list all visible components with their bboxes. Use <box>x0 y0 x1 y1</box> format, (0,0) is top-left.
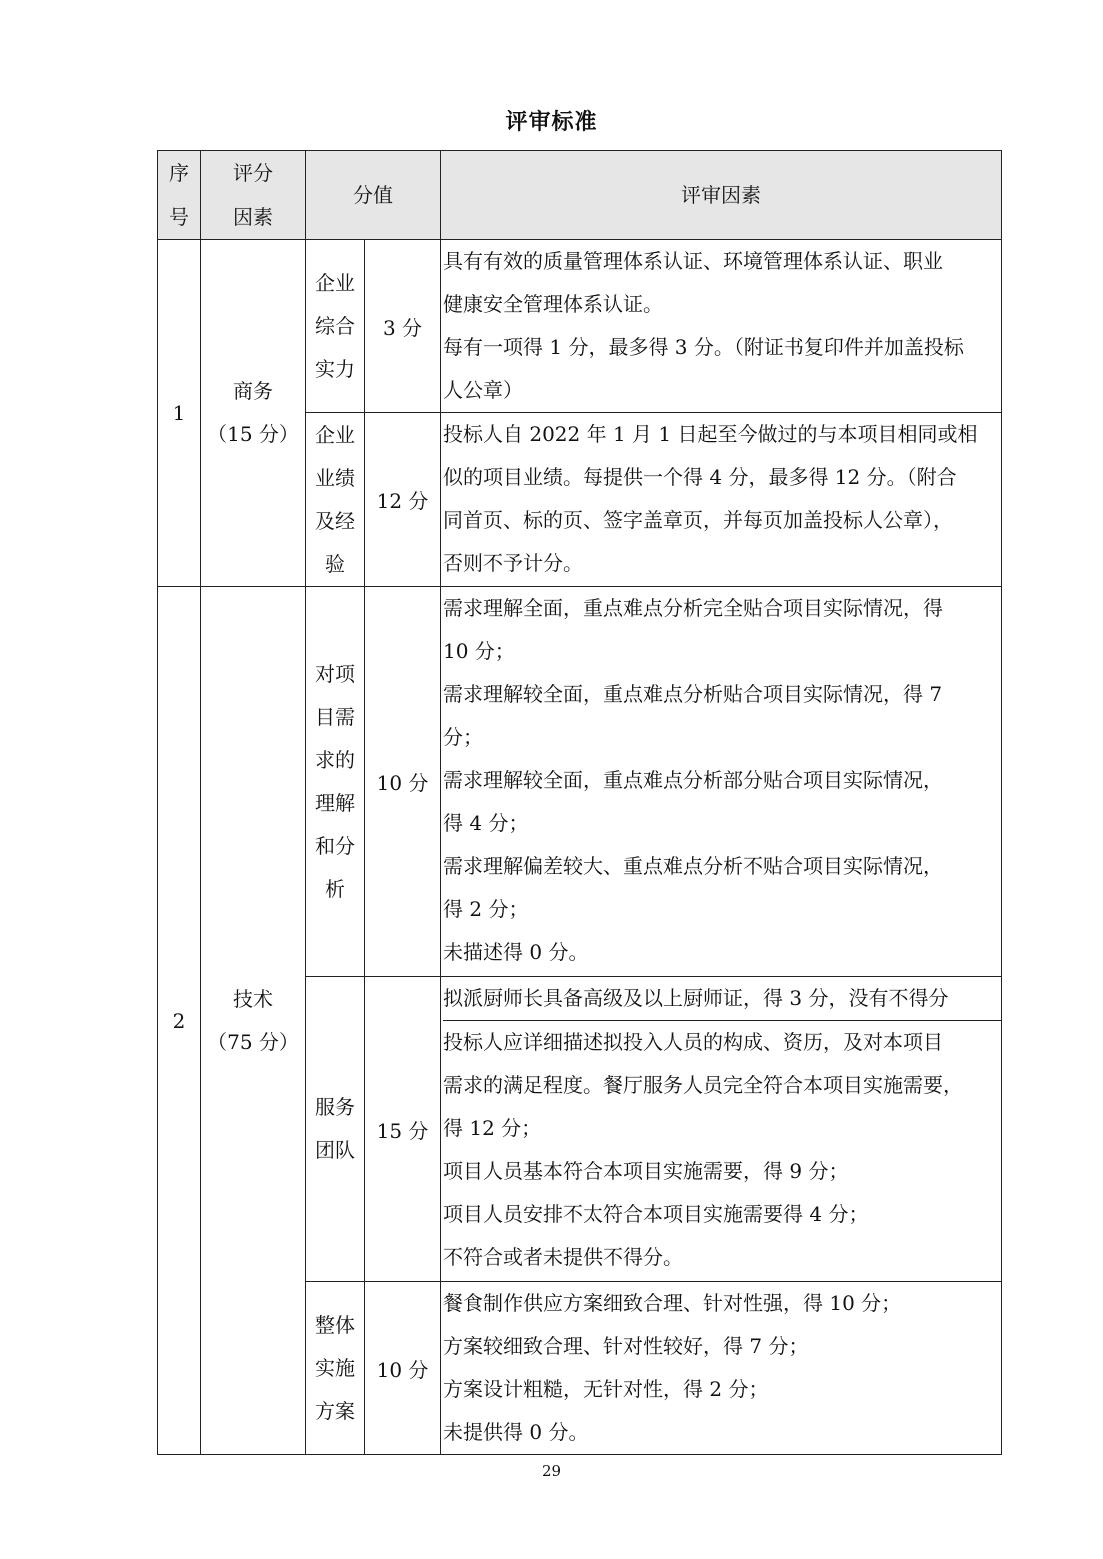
item-name: 企业 业绩 及经 验 <box>306 413 365 587</box>
section-factor: 商务 （15 分） <box>201 240 306 587</box>
section-number: 2 <box>158 587 201 1455</box>
table-row <box>158 587 1002 977</box>
item-criteria: 需求理解全面，重点难点分析完全贴合项目实际情况，得 10 分； 需求理解较全面，重点难点分析贴合项目实际情况，得 7 分； 需求理解较全面，重点难点分析部分贴合项目实际情况， 得 4 分； 需求理解偏差较大、重点难点分析不贴合项目实际情况， 得 2 分； 未描述得 0 分。 <box>441 587 1002 977</box>
item-name: 服务 团队 <box>306 977 365 1282</box>
header-criteria: 评审因素 <box>441 151 1002 240</box>
item-criteria: 餐食制作供应方案细致合理、针对性强，得 10 分； 方案较细致合理、针对性较好，得 7 分； 方案设计粗糙，无针对性，得 2 分； 未提供得 0 分。 <box>441 1282 1002 1455</box>
item-score: 10 分 <box>365 1282 441 1455</box>
item-score: 12 分 <box>365 413 441 587</box>
table-header-row <box>158 151 1002 240</box>
item-score: 10 分 <box>365 587 441 977</box>
page-title: 评审标准 <box>505 109 598 135</box>
item-score: 3 分 <box>365 240 441 413</box>
chef-certificate-criterion: 拟派厨师长具备高级及以上厨师证，得 3 分，没有不得分 <box>443 977 1001 1021</box>
header-seq: 序 号 <box>158 151 201 240</box>
header-score: 分值 <box>306 151 441 240</box>
item-name: 对项 目需 求的 理解 和分 析 <box>306 587 365 977</box>
item-criteria: 投标人自 2022 年 1 月 1 日起至今做过的与本项目相同或相 似的项目业绩。每提供一个得 4 分，最多得 12 分。（附合 同首页、标的页、签字盖章页，并每页加盖投标人公章）， 否则不予计分。 <box>441 413 1002 587</box>
header-factor: 评分 因素 <box>201 151 306 240</box>
item-name: 整体 实施 方案 <box>306 1282 365 1455</box>
item-criteria: 拟派厨师长具备高级及以上厨师证，得 3 分，没有不得分 投标人应详细描述拟投入人员的构成、资历，及对本项目 需求的满足程度。餐厅服务人员完全符合本项目实施需要， 得 12 分； 项目人员基本符合本项目实施需要，得 9 分； 项目人员安排不太符合本项目实施需要得 4 分； 不符合或者未提供不得分。 <box>441 977 1002 1282</box>
item-criteria: 具有有效的质量管理体系认证、环境管理体系认证、职业 健康安全管理体系认证。 每有一项得 1 分，最多得 3 分。（附证书复印件并加盖投标 人公章） <box>441 240 1002 413</box>
page-number: 29 <box>541 1462 562 1480</box>
table-row <box>158 240 1002 413</box>
section-number: 1 <box>158 240 201 587</box>
item-score: 15 分 <box>365 977 441 1282</box>
scoring-table <box>157 150 1002 1455</box>
item-name: 企业 综合 实力 <box>306 240 365 413</box>
section-factor: 技术 （75 分） <box>201 587 306 1455</box>
